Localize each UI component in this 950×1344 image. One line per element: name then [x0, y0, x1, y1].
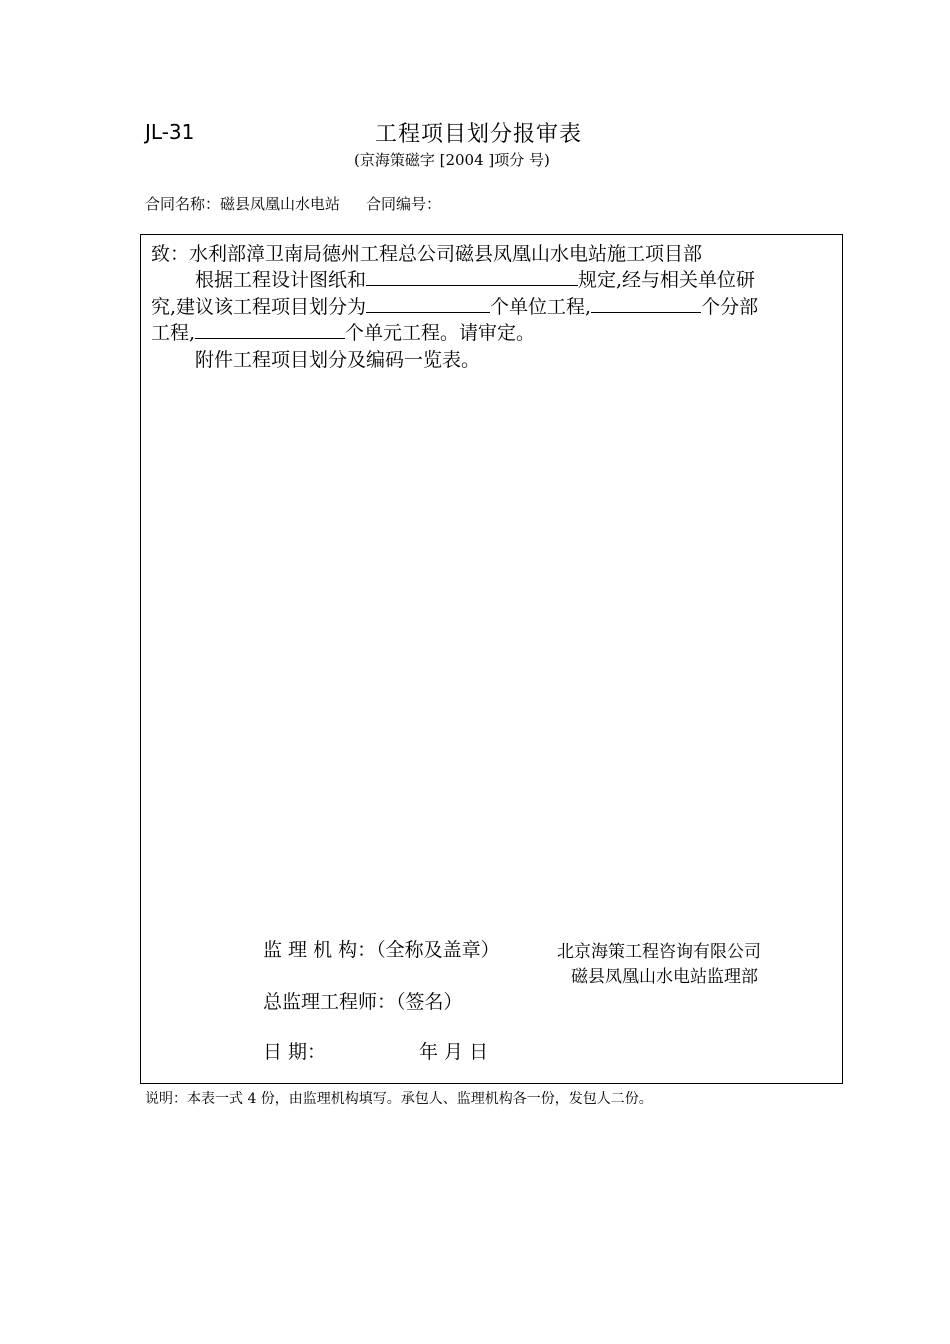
- element-project-count-blank[interactable]: [195, 320, 345, 339]
- paragraph-text: 规定,经与相关单位研: [578, 269, 756, 291]
- document-title: 工程项目划分报审表: [375, 122, 583, 147]
- unit-project-count-blank[interactable]: [366, 294, 490, 313]
- addressee-line: 致：水利部漳卫南局德州工程总公司磁县凤凰山水电站施工项目部: [151, 243, 703, 265]
- footer-note: 说明：本表一式 4 份，由监理机构填写。承包人、监理机构各一份，发包人二份。: [145, 1091, 653, 1107]
- paragraph-text: 根据工程设计图纸和: [195, 269, 367, 291]
- division-project-count-blank[interactable]: [591, 294, 701, 313]
- paragraph-line-2: [151, 292, 758, 319]
- chief-engineer-label: 总监理工程师：（签名）: [263, 991, 463, 1013]
- supervision-org-label: 监 理 机 构：（全称及盖章）: [263, 939, 500, 961]
- contract-name-label: 合同名称：: [145, 195, 221, 213]
- paragraph-text: 个单元工程。请审定。: [345, 322, 536, 344]
- form-body-box: [140, 234, 843, 1084]
- form-code: JL-31: [145, 120, 195, 144]
- contract-number-label: 合同编号：: [366, 195, 442, 213]
- date-label: 日 期：: [263, 1041, 327, 1063]
- paragraph-line-3: [151, 318, 535, 345]
- design-spec-blank[interactable]: [366, 267, 578, 286]
- paragraph-text: 个单位工程,: [490, 296, 592, 318]
- date-value: 年 月 日: [419, 1041, 489, 1063]
- contract-info: [145, 193, 441, 214]
- contract-name-value: 磁县凤凰山水电站: [220, 195, 341, 213]
- paragraph-text: 工程,: [151, 322, 196, 344]
- paragraph-text: 究,建议该工程项目划分为: [151, 296, 367, 318]
- paragraph-line-1: [195, 265, 755, 292]
- paragraph-text: 个分部: [701, 296, 759, 318]
- document-number: (京海策磁字 [2004 ]项分 号): [354, 151, 550, 169]
- attachment-line: 附件工程项目划分及编码一览表。: [195, 349, 481, 371]
- supervision-dept-name: 磁县凤凰山水电站监理部: [571, 967, 758, 987]
- supervision-org-name: 北京海策工程咨询有限公司: [557, 942, 761, 962]
